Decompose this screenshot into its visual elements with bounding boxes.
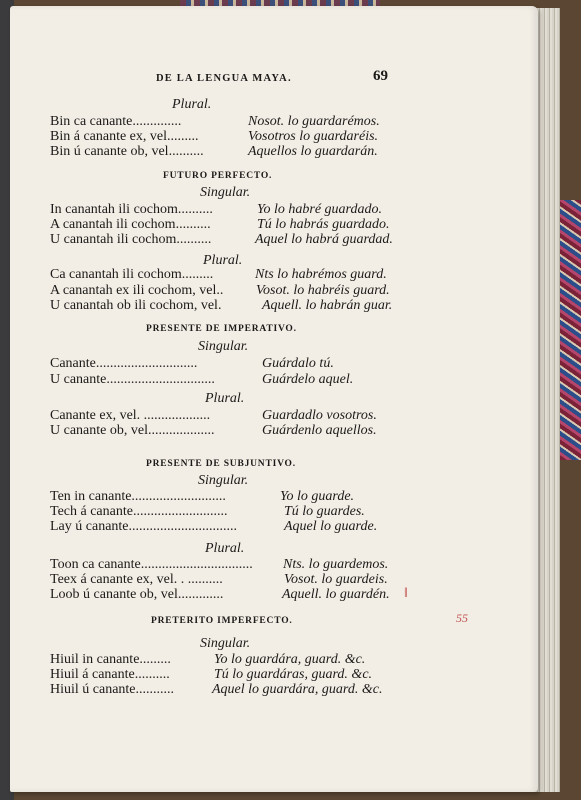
- text-line: Ca canantah ili cochom.........: [50, 267, 214, 282]
- italic-text: Aquel lo guardára, guard. &c.: [212, 682, 383, 697]
- italic-text: Aquellos lo guardarán.: [248, 144, 378, 159]
- italic-text: Yo lo guardára, guard. &c.: [214, 652, 366, 667]
- section-heading: PRESENTE DE IMPERATIVO.: [146, 324, 297, 334]
- italic-text: Aquell. lo habrán guar.: [262, 298, 393, 313]
- text-line: U canante...............................: [50, 372, 215, 387]
- italic-text: Tú lo guardáras, guard. &c.: [214, 667, 373, 682]
- text-line: Tech á canante...........................: [50, 504, 228, 519]
- text-line: Bin ú canante ob, vel..........: [50, 144, 204, 159]
- section-heading: FUTURO PERFECTO.: [163, 171, 273, 181]
- running-title: DE LA LENGUA MAYA.: [156, 73, 292, 84]
- section-heading: PRESENTE DE SUBJUNTIVO.: [146, 459, 296, 469]
- text-line: A canantah ex ili cochom, vel..: [50, 283, 224, 298]
- italic-text: Aquel lo habrá guardad.: [255, 232, 393, 247]
- italic-text: Yo lo guarde.: [280, 489, 355, 504]
- text-line: Hiuil á canante..........: [50, 667, 170, 682]
- margin-mark: ‖: [404, 586, 408, 601]
- italic-text: Vosot. lo guardeis.: [284, 572, 388, 587]
- marbled-board-right: [560, 200, 581, 460]
- page-number: 69: [373, 68, 388, 84]
- text-line: Canante ex, vel. ...................: [50, 408, 211, 423]
- italic-text: Singular.: [198, 473, 249, 488]
- italic-text: Guárdalo tú.: [262, 356, 334, 371]
- italic-text: Vosot. lo habréis guard.: [256, 283, 390, 298]
- text-line: Canante.............................: [50, 356, 198, 371]
- italic-text: Plural.: [205, 391, 245, 406]
- italic-text: Nosot. lo guardarémos.: [248, 114, 380, 129]
- italic-text: Vosotros lo guardaréis.: [248, 129, 379, 144]
- italic-text: Plural.: [203, 253, 243, 268]
- text-line: Toon ca canante................................: [50, 557, 253, 572]
- text-line: U canante ob, vel...................: [50, 423, 215, 438]
- text-line: Teex á canante ex, vel. . ..........: [50, 572, 223, 587]
- text-line: U canantah ob ili cochom, vel.: [50, 298, 222, 313]
- text-line: A canantah ili cochom..........: [50, 217, 211, 232]
- section-heading: PRETERITO IMPERFECTO.: [151, 616, 293, 626]
- italic-text: Aquel lo guarde.: [284, 519, 378, 534]
- text-line: Bin ca canante..............: [50, 114, 182, 129]
- pencil-annotation: 55: [456, 611, 468, 625]
- text-line: Loob ú canante ob, vel.............: [50, 587, 224, 602]
- text-line: Lay ú canante...............................: [50, 519, 238, 534]
- italic-text: Nts lo habrémos guard.: [255, 267, 387, 282]
- italic-text: Yo lo habré guardado.: [257, 202, 382, 217]
- italic-text: Guardadlo vosotros.: [262, 408, 377, 423]
- text-line: Ten in canante...........................: [50, 489, 226, 504]
- italic-text: Aquell. lo guardén.: [282, 587, 390, 602]
- italic-text: Singular.: [200, 636, 251, 651]
- italic-text: Tú lo habrás guardado.: [257, 217, 390, 232]
- italic-text: Singular.: [198, 339, 249, 354]
- italic-text: Tú lo guardes.: [284, 504, 365, 519]
- text-line: Hiuil in canante.........: [50, 652, 171, 667]
- book-page: [10, 6, 538, 792]
- text-line: Hiuil ú canante...........: [50, 682, 175, 697]
- italic-text: Nts. lo guardemos.: [283, 557, 389, 572]
- text-line: In canantah ili cochom..........: [50, 202, 213, 217]
- italic-text: Guárdelo aquel.: [262, 372, 354, 387]
- italic-text: Plural.: [205, 541, 245, 556]
- italic-text: Singular.: [200, 185, 251, 200]
- italic-text: Guárdenlo aquellos.: [262, 423, 377, 438]
- italic-text: Plural.: [172, 97, 212, 112]
- text-line: Bin á canante ex, vel.........: [50, 129, 199, 144]
- text-line: U canantah ili cochom..........: [50, 232, 212, 247]
